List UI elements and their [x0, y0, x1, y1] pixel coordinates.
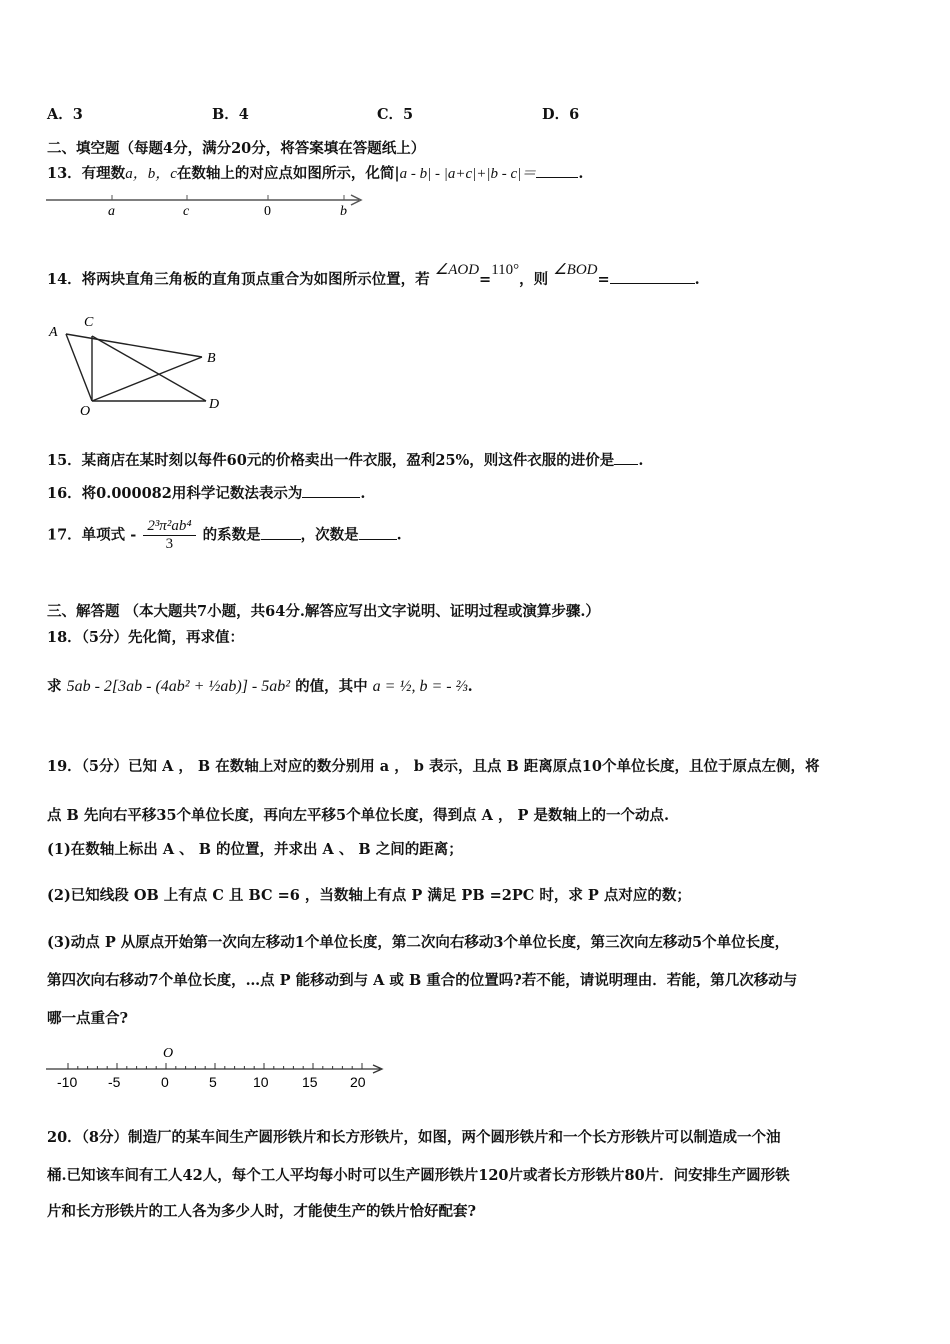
q14-prefix: 14．将两块直角三角板的直角顶点重合为如图所示位置，若: [47, 271, 430, 288]
axis-label-a: a: [108, 204, 115, 219]
point-o: O: [80, 404, 91, 419]
q19-part3-line2: 第四次向右移动7个单位长度，…点 P 能移动到与 A 或 B 重合的位置吗?若不能，请说明理由．若能，第几次移动与: [47, 972, 798, 989]
q18-mid: 的值，其中: [295, 678, 368, 695]
option-d: D．6: [542, 106, 580, 123]
point-b: B: [207, 351, 216, 366]
q19-number-line: [44, 1040, 389, 1095]
q17-denominator: 3: [165, 536, 174, 552]
q20-line2: 桶.已知该车间有工人42人，每个工人平均每小时可以生产圆形铁片120片或者长方形铁片80片．问安排生产圆形铁: [47, 1167, 790, 1184]
tick-label-10: 10: [253, 1074, 269, 1090]
q15-blank: [614, 464, 638, 465]
tick-label-m10: -10: [57, 1074, 78, 1090]
tick-label-0: 0: [161, 1074, 169, 1090]
q20-line1: 20．（8分）制造厂的某车间生产圆形铁片和长方形铁片，如图，两个圆形铁片和一个长方形铁片可以制造成一个油: [47, 1129, 781, 1146]
q18-prefix: 求: [47, 678, 62, 695]
option-c: C．5: [377, 106, 414, 123]
q20-line3: 片和长方形铁片的工人各为多少人时，才能使生产的铁片恰好配套?: [47, 1203, 476, 1220]
q14-eq2: =: [597, 271, 610, 288]
q16-blank: [302, 497, 360, 498]
q16-end: .: [360, 485, 366, 502]
question-15: [47, 449, 643, 470]
q18-title: 18．（5分）先化简，再求值：: [47, 629, 245, 646]
q17-prefix: 17．单项式 -: [47, 526, 137, 544]
q13-prefix: 13．有理数: [47, 165, 126, 182]
q14-angle-aod: ∠AOD: [434, 262, 480, 278]
question-16: [47, 482, 365, 503]
q19-line2: 点 B 先向右平移35个单位长度，再向左平移5个单位长度，得到点 A ， P 是数轴上的一个动点.: [47, 807, 670, 824]
q13-vars: a，b，c: [125, 166, 177, 182]
tick-label-20: 20: [350, 1074, 366, 1090]
q19-line1: 19．（5分）已知 A ， B 在数轴上对应的数分别用 a ， b 表示，且点 B 距离原点10个单位长度，且位于原点左侧，将: [47, 758, 820, 775]
q13-text: 在数轴上的对应点如图所示，化简|: [176, 165, 400, 182]
q17-mid2: ，次数是: [300, 526, 359, 544]
q14-value: 110°: [491, 262, 520, 278]
q17-fraction: [143, 518, 195, 553]
section3-header: 三、解答题 （本大题共7小题，共64分.解答应写出文字说明、证明过程或演算步骤.）: [47, 603, 600, 620]
q18-expr: 5ab - 2[3ab - (4ab² + ½ab)] - 5ab²: [66, 678, 291, 695]
q18-condition: a = ½, b = - ⅔: [372, 678, 468, 695]
point-c: C: [84, 315, 94, 330]
question-13: [47, 162, 583, 183]
question-17: [47, 518, 402, 553]
q18-end: .: [467, 678, 473, 695]
q13-expr: a - b| - |a+c|+|b - c|＝: [399, 166, 537, 182]
q14-blank: [610, 283, 695, 284]
q14-angle-bod: ∠BOD: [553, 262, 598, 278]
q19-part3-line3: 哪一点重合?: [47, 1010, 128, 1027]
q19-part3-line1: (3)动点 P 从原点开始第一次向左移动1个单位长度，第二次向右移动3个单位长度，第三次向左移动5个单位长度，: [47, 934, 790, 951]
axis-label-c: c: [183, 204, 190, 219]
axis-origin-label: O: [163, 1046, 174, 1061]
q15-text: 15．某商店在某时刻以每件60元的价格卖出一件衣服，盈利25%，则这件衣服的进价是: [47, 452, 615, 469]
section2-header: 二、填空题（每题4分，满分20分，将答案填在答题纸上）: [47, 140, 426, 157]
q17-mid: 的系数是: [202, 526, 261, 544]
q16-text: 16．将0.000082用科学记数法表示为: [47, 485, 303, 502]
tick-label-15: 15: [302, 1074, 318, 1090]
q14-end: .: [694, 271, 700, 288]
q14-mid: ，则: [519, 271, 549, 288]
question-14: [47, 262, 700, 289]
q17-end: .: [396, 526, 402, 544]
q14-eq1: =: [479, 271, 492, 288]
q13-number-line: [44, 188, 374, 220]
q17-numerator: 2³π²ab⁴: [143, 518, 195, 536]
point-a: A: [49, 325, 58, 340]
tick-label-m5: -5: [108, 1074, 121, 1090]
tick-label-5: 5: [209, 1074, 217, 1090]
q14-triangles-figure: [44, 310, 234, 420]
option-a: A．3: [47, 106, 83, 123]
q17-blank-degree: [359, 539, 397, 540]
axis-label-b: b: [340, 204, 347, 219]
q19-part1: (1)在数轴上标出 A 、 B 的位置，并求出 A 、 B 之间的距离；: [47, 841, 463, 858]
axis-label-0: 0: [264, 204, 271, 219]
option-b: B．4: [212, 106, 249, 123]
q17-blank-coefficient: [261, 539, 301, 540]
q19-part2: (2)已知线段 OB 上有点 C 且 BC =6 ，当数轴上有点 P 满足 PB =2PC 时，求 P 点对应的数；: [47, 887, 691, 904]
question-18-expression: [47, 675, 473, 696]
q15-end: .: [638, 452, 644, 469]
q13-blank: [536, 177, 578, 178]
point-d: D: [209, 397, 220, 412]
q13-end: .: [578, 165, 584, 182]
